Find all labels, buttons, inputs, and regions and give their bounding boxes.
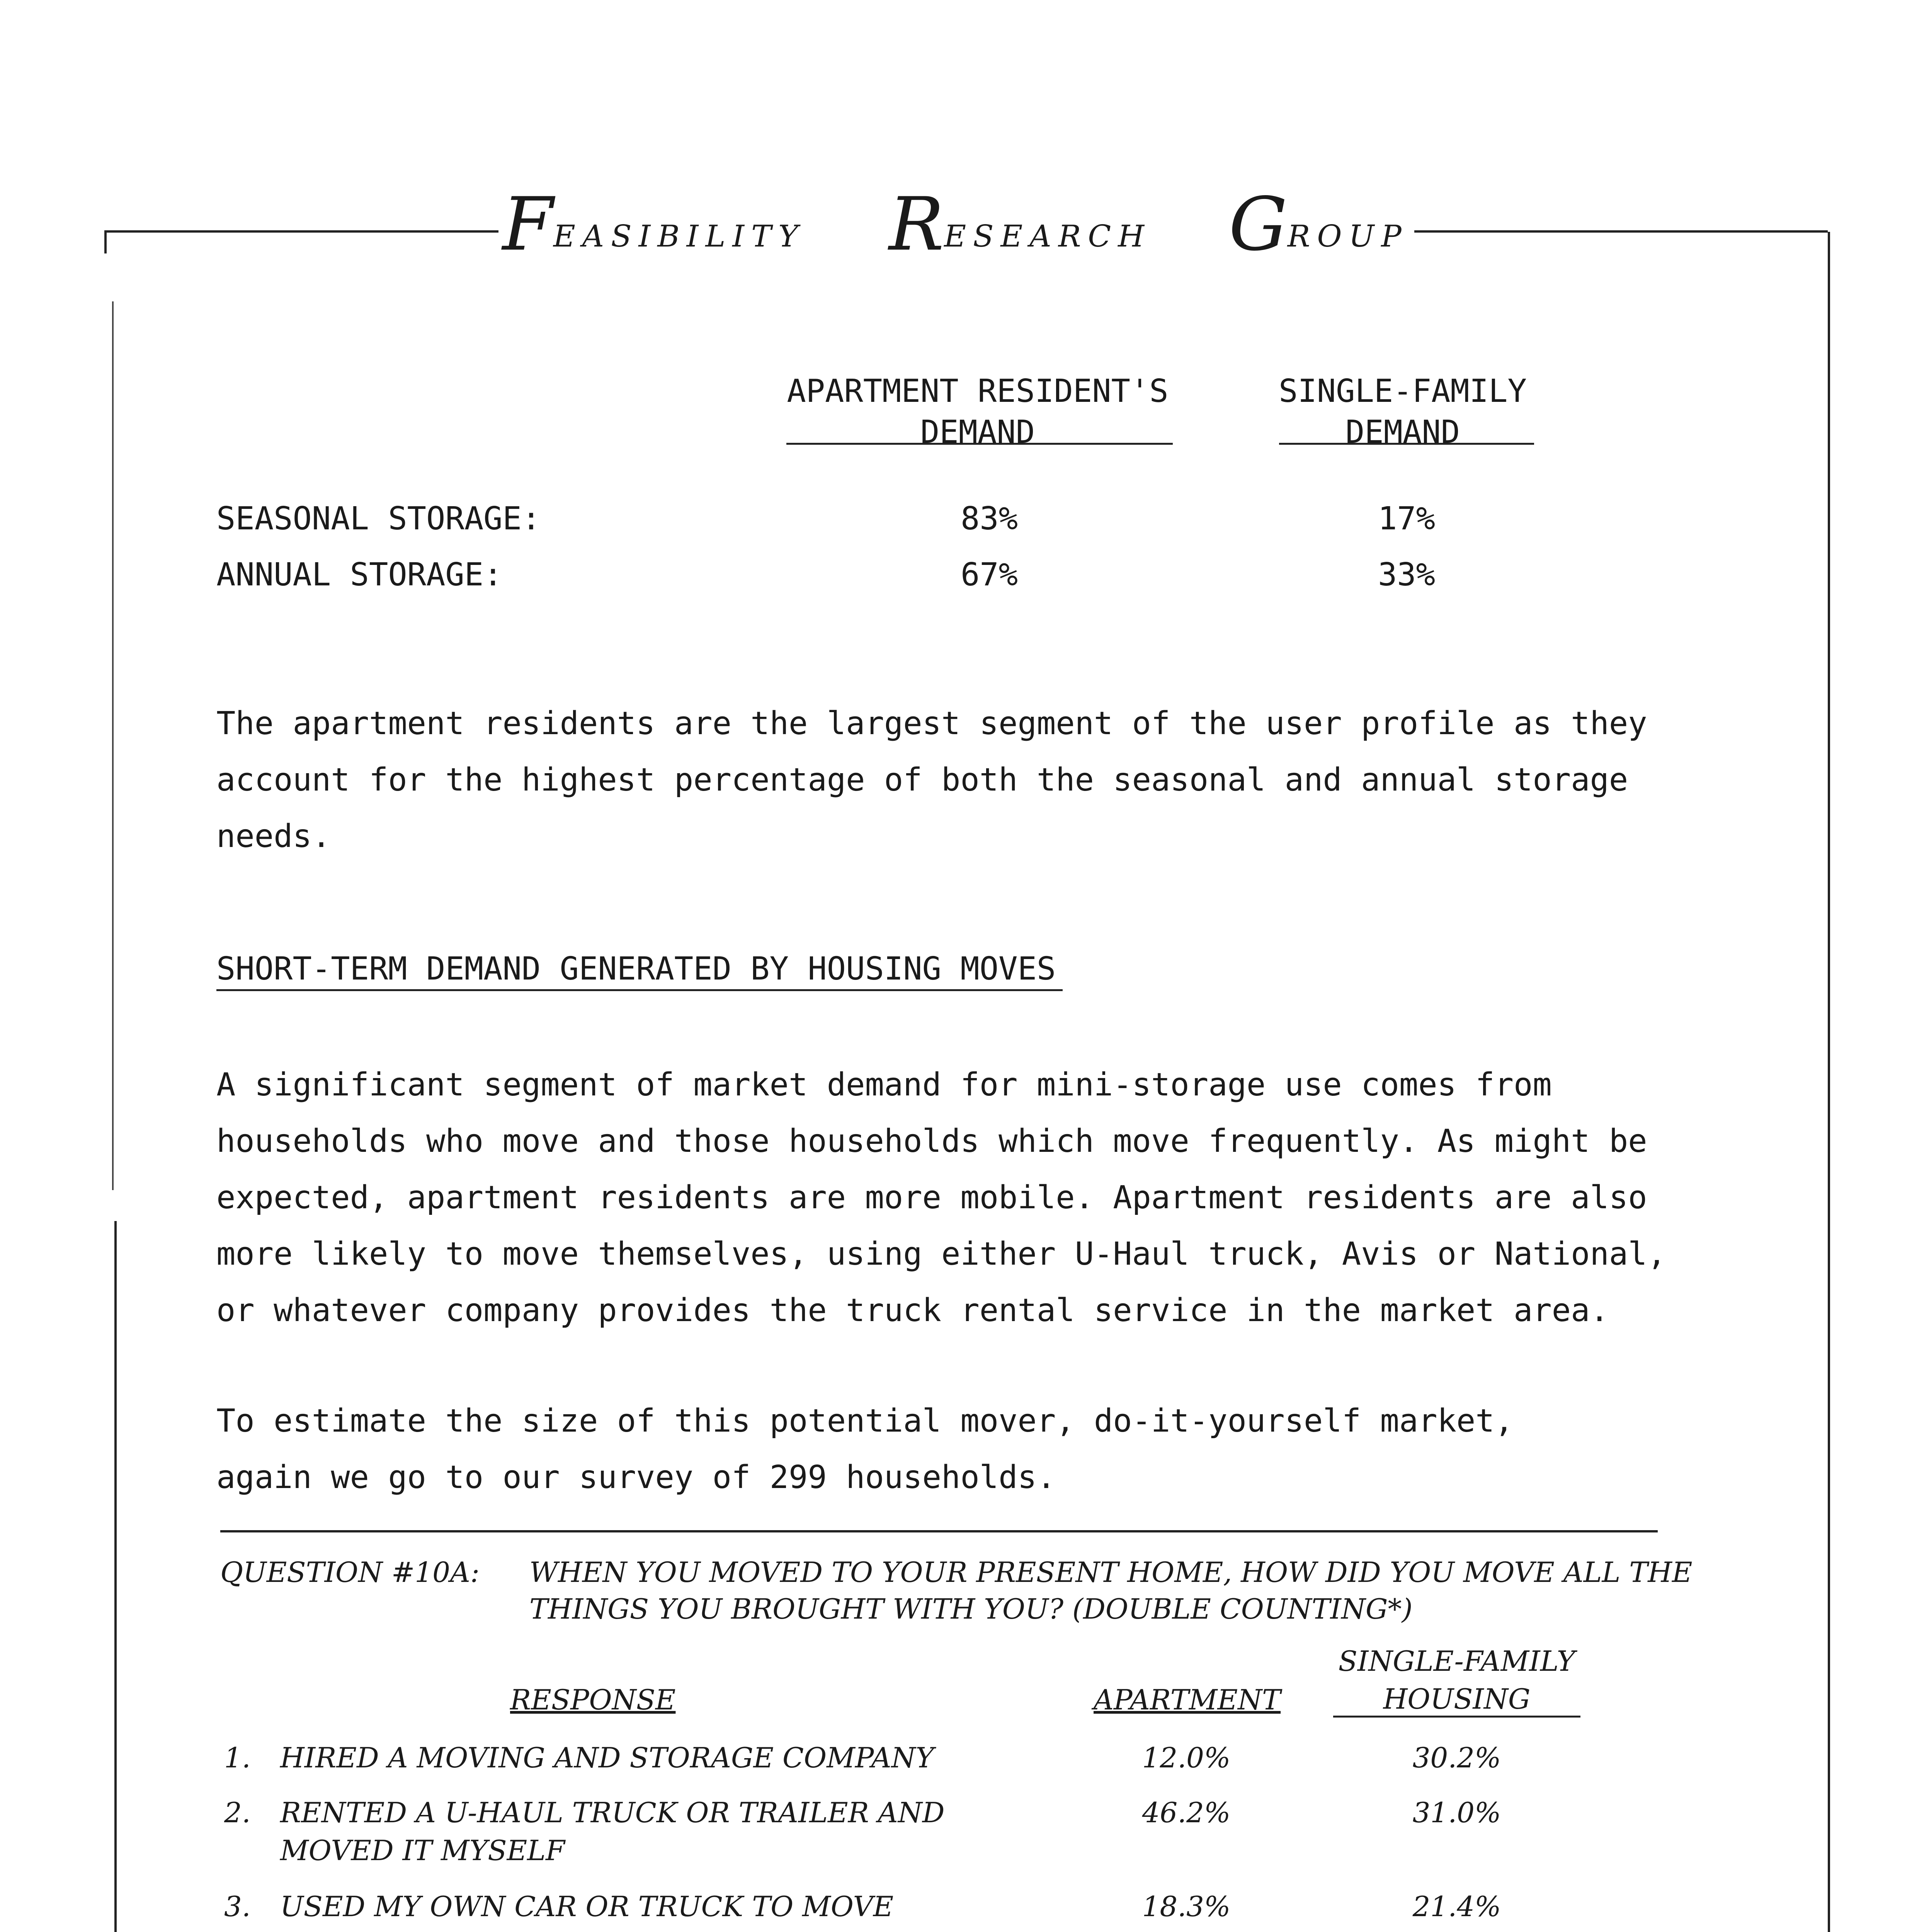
row-annual-apartment: 67% [960,556,1018,593]
survey-row-1-apartment: 12.0% [1142,1742,1231,1774]
question-label: QUESTION #10A: [220,1556,480,1588]
survey-row-2-apartment: 46.2% [1142,1796,1231,1829]
frame-left-tick [104,230,107,253]
row-label-annual: ANNUAL STORAGE: [216,556,503,593]
row-annual-single-family: 33% [1378,556,1436,593]
question-text-line-1: WHEN YOU MOVED TO YOUR PRESENT HOME, HOW DID YOU MOVE ALL THE [529,1556,1693,1588]
question-text-line-2: THINGS YOU BROUGHT WITH YOU? (DOUBLE COUNTING*) [529,1593,1413,1625]
survey-row-2-response-line-2: MOVED IT MYSELF [280,1834,565,1867]
survey-row-3-single-family: 21.4% [1412,1890,1501,1923]
survey-top-rule [220,1530,1658,1532]
survey-row-1-single-family: 30.2% [1412,1742,1501,1774]
survey-row-3-apartment: 18.3% [1142,1890,1231,1923]
row-seasonal-apartment: 83% [960,500,1018,537]
brand-word-group: GROUP [1229,182,1408,267]
survey-row-3-num: 3. [224,1890,251,1923]
survey-row-2-num: 2. [224,1796,251,1829]
col-header-single-family-survey-rule [1333,1716,1580,1718]
section-heading-rule [216,989,1063,991]
row-seasonal-single-family: 17% [1378,500,1436,537]
frame-top-rule-right [1414,230,1828,233]
paragraph-survey-intro: To estimate the size of this potential mover, do-it-yourself market, again we go to our survey of 299 households. [216,1403,1514,1496]
paragraph-user-profile: The apartment residents are the largest segment of the user profile as they account for the highest percentage of both the seasonal and annual storage needs. [216,705,1647,855]
section-heading: SHORT-TERM DEMAND GENERATED BY HOUSING MOVES [216,951,1056,987]
survey-row-1-response: HIRED A MOVING AND STORAGE COMPANY [280,1742,934,1774]
col-header-apartment: APARTMENT RESIDENT'S DEMAND [787,373,1169,451]
col-header-response: RESPONSE [510,1684,676,1716]
brand-word-feasibility: FEASIBILITY [502,182,805,267]
survey-row-3-response: USED MY OWN CAR OR TRUCK TO MOVE [280,1890,894,1923]
survey-row-2-response-line-1: RENTED A U-HAUL TRUCK OR TRAILER AND [280,1796,945,1829]
col-header-single-family-survey: SINGLE-FAMILY HOUSING [1338,1645,1575,1715]
paragraph-mobility: A significant segment of market demand for mini-storage use comes from households who move and those households which move frequently. As might be expected, apartment residents are more mobile. Apartment residents are also more likely to move themselves, using either U-Haul truck, Avis or National, or whatever company provides the truck rental service in the market area. [216,1066,1666,1329]
col-header-apartment-survey: APARTMENT [1094,1684,1281,1716]
col-header-apartment-rule [786,443,1173,445]
col-header-single-family: SINGLE-FAMILY DEMAND [1279,373,1527,451]
frame-left-rule-lower [114,1221,117,1932]
brand-word-research: RESEARCH [889,182,1152,267]
frame-left-rule-upper [112,301,114,1190]
col-header-single-family-rule [1279,443,1534,445]
frame-top-rule-left [104,230,498,233]
row-label-seasonal: SEASONAL STORAGE: [216,500,541,537]
survey-row-2-single-family: 31.0% [1412,1796,1501,1829]
survey-row-1-num: 1. [224,1742,251,1774]
